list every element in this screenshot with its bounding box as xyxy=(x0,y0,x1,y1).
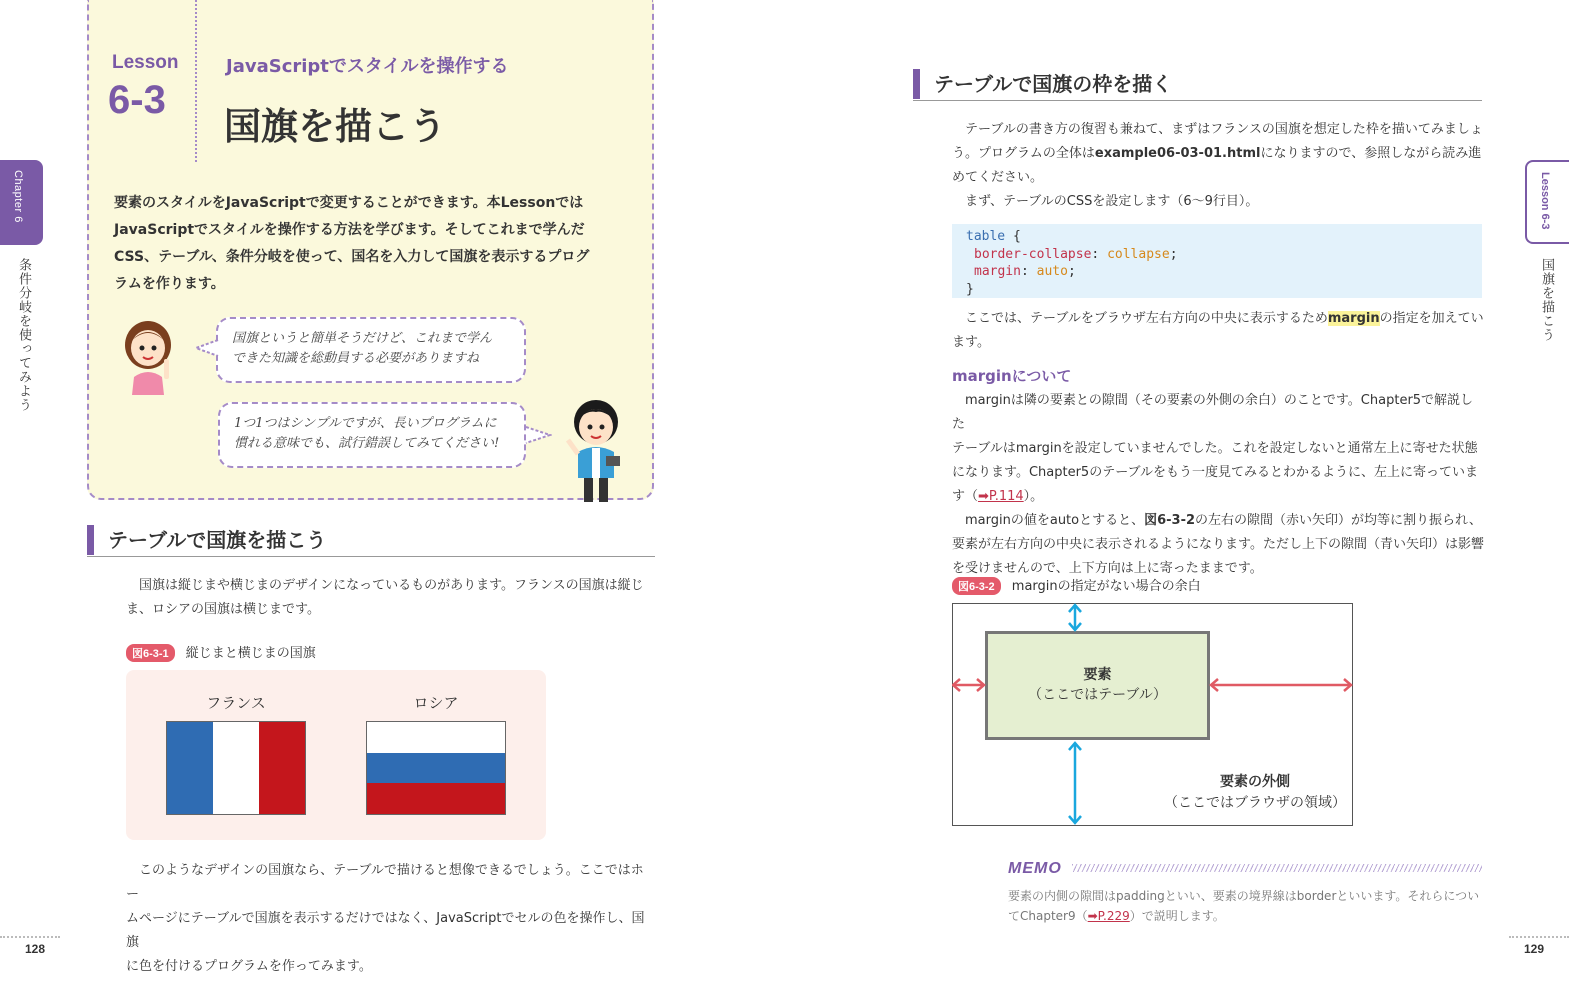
lesson-tab-label: Lesson 6-3 xyxy=(1539,172,1551,230)
blue-arrow-icon xyxy=(1069,605,1081,823)
figure-caption-1 xyxy=(126,642,316,662)
code-keyword: table xyxy=(966,229,1006,244)
paragraph-1 xyxy=(952,118,1484,214)
code-line xyxy=(966,228,1468,246)
intro-line: ラムを作ります。 xyxy=(114,276,225,292)
text-segment: marginの値をautoとすると、 xyxy=(965,513,1145,528)
text-line xyxy=(952,142,1484,166)
text-segment: の左右の隙間（赤い矢印）が均等に割り振られ、 xyxy=(1195,513,1482,528)
figure-badge: 図6-3-2 xyxy=(952,577,1001,595)
text-segment: の指定を加えてい xyxy=(1379,311,1484,326)
intro-line: 要素のスタイルをJavaScriptで変更することができます。本Lessonでは xyxy=(114,195,584,211)
paragraph-3 xyxy=(952,389,1484,581)
page-dots xyxy=(0,936,60,938)
bubble-line: できた知識を総動員する必要がありますね xyxy=(232,351,480,366)
element-label: 要素 xyxy=(1083,667,1112,683)
page-reference-link[interactable]: ➡P.229 xyxy=(1087,909,1130,923)
flag-stripe-red xyxy=(367,783,505,814)
red-arrow-icon xyxy=(953,679,1351,691)
paragraph-2 xyxy=(126,859,656,979)
code-property: margin xyxy=(974,264,1021,279)
memo-rule xyxy=(1072,864,1482,872)
text-line: になります。Chapter5のテーブルをもう一度見てみるとわかるように、左上に寄っていま xyxy=(952,465,1479,480)
code-text: { xyxy=(1005,229,1021,244)
figure-caption-text: 縦じまと横じまの国旗 xyxy=(185,646,316,661)
figure-badge: 図6-3-1 xyxy=(126,644,175,662)
subheading: marginについて xyxy=(952,367,1072,385)
lesson-tab xyxy=(1525,160,1569,244)
flag-stripe-white xyxy=(367,722,505,753)
paragraph-1 xyxy=(126,574,656,622)
page-number: 128 xyxy=(25,942,46,956)
flag-stripe-red xyxy=(259,722,305,814)
text-line: テーブルはmarginを設定していませんでした。これを設定しないと通常左上に寄せた状態 xyxy=(952,441,1478,456)
code-property: border-collapse xyxy=(974,246,1092,262)
page-number: 129 xyxy=(1524,942,1545,956)
lesson-number: 6-3 xyxy=(108,78,166,122)
code-line: margin: auto; xyxy=(974,264,1076,279)
outer-label: 要素の外側 xyxy=(1220,774,1290,790)
text-line: 要素が左右方向の中央に表示されるようになります。ただし上下の隙間（青い矢印）は影響 xyxy=(952,537,1484,552)
figure-caption-2 xyxy=(952,575,1201,595)
bubble-line: 慣れる意味でも、試行錯誤してみてください! xyxy=(234,436,500,451)
text-segment: てChapter9（ xyxy=(1008,909,1088,923)
memo-line xyxy=(1008,906,1483,926)
flag-russia xyxy=(366,721,506,815)
lesson-subtitle: JavaScriptでスタイルを操作する xyxy=(226,56,509,77)
text-segment: になりますので、参照しながら読み進 xyxy=(1260,146,1482,161)
chapter-tab-label: Chapter 6 xyxy=(12,170,24,223)
text-line: を受けませんので、上下方向は上に寄ったままです。 xyxy=(952,561,1263,576)
heading-underline xyxy=(913,100,1482,101)
flag-label-russia: ロシア xyxy=(413,694,459,712)
text-segment: ここでは、テーブルをブラウザ左右方向の中央に表示するため xyxy=(965,311,1328,326)
page-dots xyxy=(1509,936,1569,938)
text-line xyxy=(952,509,1484,533)
figure-reference: 図6-3-2 xyxy=(1144,513,1196,528)
woman-character-icon xyxy=(120,315,180,395)
text-line: ま、ロシアの国旗は横じまです。 xyxy=(126,602,320,617)
text-segment: ）。 xyxy=(1023,489,1044,504)
intro-divider xyxy=(195,0,197,162)
text-line: ます。 xyxy=(952,335,990,350)
flag-stripe-blue xyxy=(367,753,505,784)
text-line: ムページにテーブルで国旗を表示するだけではなく、JavaScriptでセルの色を操作し、国旗 xyxy=(126,911,645,950)
element-sublabel: （ここではテーブル） xyxy=(1028,687,1167,703)
text-line xyxy=(952,485,1484,509)
text-line: 国旗は縦じまや横じまのデザインになっているものがあります。フランスの国旗は縦じ xyxy=(139,578,644,593)
section-heading: テーブルで国旗を描こう xyxy=(87,525,326,555)
memo-line: 要素の内側の隙間はpaddingといい、要素の境界線はborderといいます。それらについ xyxy=(1008,889,1480,903)
man-character-icon xyxy=(562,396,628,508)
highlighted-term: margin xyxy=(1327,311,1380,326)
text-segment: ）で説明します。 xyxy=(1129,909,1225,923)
bubble-line: 1つ1つはシンプルですが、長いプログラムに xyxy=(234,416,497,431)
code-block xyxy=(952,224,1482,298)
heading-underline xyxy=(87,556,655,557)
bubble-line: 国旗というと簡単そうだけど、これまで学ん xyxy=(232,331,493,346)
text-line: このようなデザインの国旗なら、テーブルで描けると想像できるでしょう。ここではホー xyxy=(126,863,644,902)
text-line: テーブルの書き方の復習も兼ねて、まずはフランスの国旗を想定した枠を描いてみましょ xyxy=(965,122,1483,137)
memo-text xyxy=(1008,886,1483,926)
text-line xyxy=(952,307,1484,331)
outer-sublabel: （ここではブラウザの領域） xyxy=(1164,795,1346,811)
flag-france xyxy=(166,721,306,815)
text-segment: す（ xyxy=(952,489,979,504)
speech-bubble-woman xyxy=(216,317,526,383)
lesson-label: Lesson xyxy=(112,52,179,73)
lesson-title: 国旗を描こう xyxy=(224,105,446,148)
chapter-tab xyxy=(0,160,43,245)
bubble-tail xyxy=(194,338,220,358)
intro-line: CSS、テーブル、条件分岐を使って、国名を入力して国旗を表示するプログ xyxy=(114,249,590,265)
text-line: に色を付けるプログラムを作ってみます。 xyxy=(126,959,372,974)
chapter-side-title: 条件分岐を使ってみよう xyxy=(16,258,31,412)
speech-bubble-man xyxy=(218,402,526,468)
text-segment: う。プログラムの全体は xyxy=(952,146,1095,161)
flag-stripe-blue xyxy=(167,722,213,814)
page-reference-link[interactable]: ➡P.114 xyxy=(978,489,1024,504)
intro-paragraph xyxy=(114,190,636,298)
text-line: めてください。 xyxy=(952,170,1044,185)
code-value: collapse xyxy=(1107,246,1170,262)
filename: example06-03-01.html xyxy=(1094,146,1261,161)
code-line: border-collapse: collapse; xyxy=(974,246,1178,262)
memo-title: MEMO xyxy=(1008,860,1062,877)
text-line: marginは隣の要素との隙間（その要素の外側の余白）のことです。Chapter5で解説した xyxy=(952,393,1474,432)
code-value: auto xyxy=(1036,264,1068,279)
flag-label-france: フランス xyxy=(206,694,266,712)
text-line: まず、テーブルのCSSを設定します（6～9行目）。 xyxy=(965,194,1259,209)
paragraph-2 xyxy=(952,307,1484,355)
bubble-tail xyxy=(524,425,552,445)
intro-line: JavaScriptでスタイルを操作する方法を学びます。そしてこれまで学んだ xyxy=(114,222,585,238)
lesson-side-title: 国旗を描こう xyxy=(1539,258,1554,342)
outer-area-label xyxy=(1160,772,1350,814)
figure-caption-text: marginの指定がない場合の余白 xyxy=(1011,579,1201,594)
code-line: } xyxy=(966,281,974,297)
flag-stripe-white xyxy=(213,722,259,814)
section-heading: テーブルで国旗の枠を描く xyxy=(913,69,1172,99)
